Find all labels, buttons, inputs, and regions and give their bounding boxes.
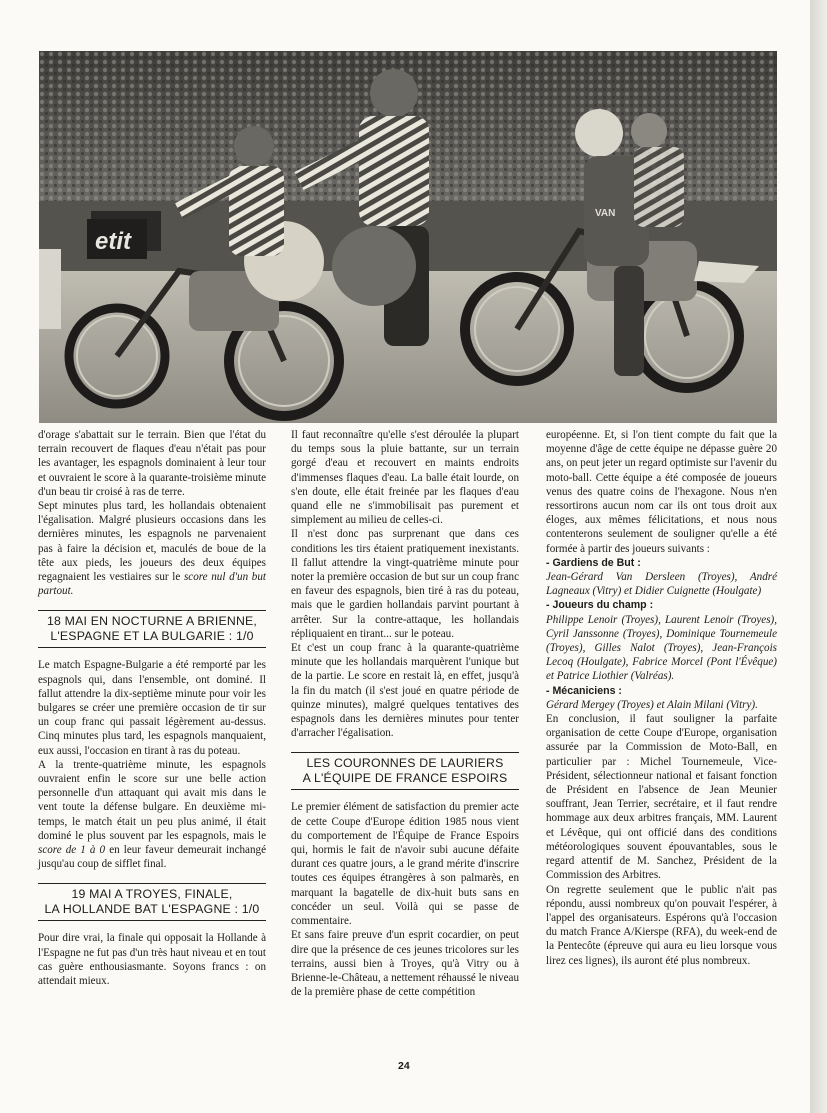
column-3	[546, 428, 777, 968]
paragraph	[38, 499, 266, 598]
italic-text: score de 1 à 0	[38, 844, 106, 857]
jersey-text: VAN	[595, 208, 616, 219]
paragraph: Et c'est un coup franc à la quarante-quatrième minute que les hollandais marquèrent l'unique but de la partie. Le score en restait là, en effet, jusqu'à la fin du match (il s'est joué en quatre période de quinze minutes), malgré quelques tentatives des espagnols dans les dernières minutes pour tenter d'arracher l'égalisation.	[291, 642, 519, 740]
goalkeepers-list: Jean-Gérard Van Dersleen (Troyes), André Lagneaux (Vitry) et Didier Cuignette (Houlgate)	[546, 571, 777, 598]
paragraph: On regrette seulement que le public n'ait pas répondu, aussi nombreux qu'on pouvait l'espérer, à l'appel des organisateurs. Espérons qu'à l'occasion du match France A/Kierspe (RFA), du week-end de la Pentecôte (épreuve qui aura eu lieu lorsque vous lirez ces lignes), ils auront été plus nombreux.	[546, 883, 777, 967]
heading-line: LES COURONNES DE LAURIERS	[306, 756, 504, 771]
paragraph: Le match Espagne-Bulgarie a été remporté par les espagnols qui, dans l'ensemble, ont dominé. Il fallut attendre la dix-septième minute pour voir les bulgares se créer une première occasion de tir sur un coup franc qui passait légèrement au-dessus. Cinq minutes plus tard, les espagnols manquaient, eux aussi, l'occasion en tirant à ras du poteau.	[38, 659, 266, 757]
text-run: Sept minutes plus tard, les hollandais obtenaient l'égalisation. Malgré plusieurs occasions dans les dernières minutes, les espagnols ne parvenaient pas à faire la décision et, maculés de boue de la tête aux pieds, les joueurs des deux équipes regagnaient les vestiaires sur le	[38, 500, 266, 584]
moto-ball-photo	[39, 51, 777, 423]
column-2	[291, 428, 519, 999]
paragraph: d'orage s'abattait sur le terrain. Bien que l'état du terrain recouvert de flaques d'eau n'était pas pour les avantager, les espagnols dominaient à leur tour et ouvraient le score à la quarante-troisième minute d'un beau tir croisé à ras de terre.	[38, 429, 266, 498]
subheading-mechanics: - Mécaniciens :	[546, 684, 622, 697]
text-run: en leur faveur demeurait inchangé jusqu'au coup de sifflet final.	[38, 844, 266, 871]
heading-line: 18 MAI EN NOCTURNE A BRIENNE,	[46, 614, 258, 629]
italic-text: score nul d'un but partout.	[38, 571, 266, 598]
section-heading-espoirs	[291, 752, 519, 790]
paragraph: Il n'est donc pas surprenant que dans ces conditions les tirs étaient pratiquement inexistants. Il fallut attendre la vingt-quatrième minute pour noter la première occasion de but sur un coup franc en faveur des espagnols, bien tiré à ras du poteau, mais que le gardien hollandais parvint pourtant à arrêter. Sur la contre-attaque, les hollandais répliquaient en tirant... sur le poteau.	[291, 528, 519, 640]
subheading-goalkeepers: - Gardiens de But :	[546, 556, 641, 569]
motorcycle-players-illustration	[39, 51, 777, 423]
paragraph: En conclusion, il faut souligner la parfaite organisation de cette Coupe d'Europe, organisation assurée par la Commission de Moto-Ball, en particulier par : Michel Tournemeule, Vice-Président, sélectionneur national et faisant fonction de Président en l'absence de Jean Meunier souffrant, Jean Terrier, secrétaire, et il faut rendre hommage aux deux arbitres français, MM. Laurent et Lévêque, qui ont officié dans des conditions météorologiques souvent épouvantables, sous le regard attentif de M. Sanchez, Président de la Commission des Arbitres.	[546, 713, 777, 882]
column-1	[38, 428, 266, 988]
paragraph: Le premier élément de satisfaction du premier acte de cette Coupe d'Europe édition 1985 nous vient du comportement de l'Équipe de France Espoirs qui, hormis le fait de n'avoir subi aucune défaite durant ces quatre jours, a le grand mérite d'inscrire toutes ces équipes étrangères à son palmarès, en marquant la bagatelle de dix-huit buts sans en concéder un seul. Voilà qui se passe de commentaire.	[291, 801, 519, 928]
subheading-field-players: - Joueurs du champ :	[546, 599, 654, 612]
banner-text: etit	[95, 228, 131, 255]
heading-line: A L'ÉQUIPE DE FRANCE ESPOIRS	[302, 770, 508, 785]
paragraph: Et sans faire preuve d'un esprit cocardier, on peut dire que la présence de ces jeunes tricolores sur les terrains, aussi bien à Troyes, qu'à Vitry ou à Brienne-le-Château, a nettement réhaussé le niveau de la première phase de cette compétition	[291, 929, 519, 999]
paragraph: Pour dire vrai, la finale qui opposait la Hollande à l'Espagne ne fut pas d'un très haut niveau et en tout cas guère enthousiasmante. Soyons francs : on attendait mieux.	[38, 932, 266, 988]
heading-line: 19 MAI A TROYES, FINALE,	[71, 887, 233, 902]
mechanics-list: Gérard Mergey (Troyes) et Alain Milani (Vitry).	[546, 698, 758, 711]
page-edge	[810, 0, 827, 1113]
page-number: 24	[398, 1060, 410, 1072]
text-run: A la trente-quatrième minute, les espagnols ouvraient enfin le score sur une belle action personnelle d'un attaquant qui avait mis dans le vent toute la défense bulgare. En deuxième mi-temps, le match était un peu plus animé, il était dominé le plus souvent par les espagnols, mais le	[38, 758, 266, 842]
section-heading-troyes	[38, 883, 266, 921]
paragraph: Il faut reconnaître qu'elle s'est déroulée la plupart du temps sous la pluie battante, sur un terrain gorgé d'eau et recouvert en maints endroits d'immenses flaques d'eau. La balle était lourde, on s'en doute, elle était freinée par les flaques d'eau quand elle ne s'immobilisait pas purement et simplement au milieu de celles-ci.	[291, 429, 519, 527]
heading-line: L'ESPAGNE ET LA BULGARIE : 1/0	[50, 628, 254, 643]
ball	[332, 226, 416, 306]
paragraph: européenne. Et, si l'on tient compte du fait que la moyenne d'âge de cette équipe ne dépasse guère 20 ans, on peut jeter un regard optimiste sur l'avenir du moto-ball. Cette équipe a été composée de joueurs venus des quatre coins de l'hexagone. Nous n'en ressortirons aucun nom car ils ont tous droit aux éloges, aux mêmes félicitations, et nous nous contenterons seulement de souligner qu'elle a été formée à partir des joueurs suivants :	[546, 429, 777, 555]
field-players-list: Philippe Lenoir (Troyes), Laurent Lenoir (Troyes), Cyril Janssonne (Troyes), Dominique Tournemeule (Troyes), Gilles Nalot (Troyes), Jean-François Lecoq (Houlgate), Fabrice Morcel (Pont l'Évêque) et Patrice Liothier (Valréas).	[546, 613, 777, 683]
paragraph	[38, 758, 266, 872]
heading-line: LA HOLLANDE BAT L'ESPAGNE : 1/0	[44, 901, 260, 916]
section-heading-brienne	[38, 610, 266, 648]
